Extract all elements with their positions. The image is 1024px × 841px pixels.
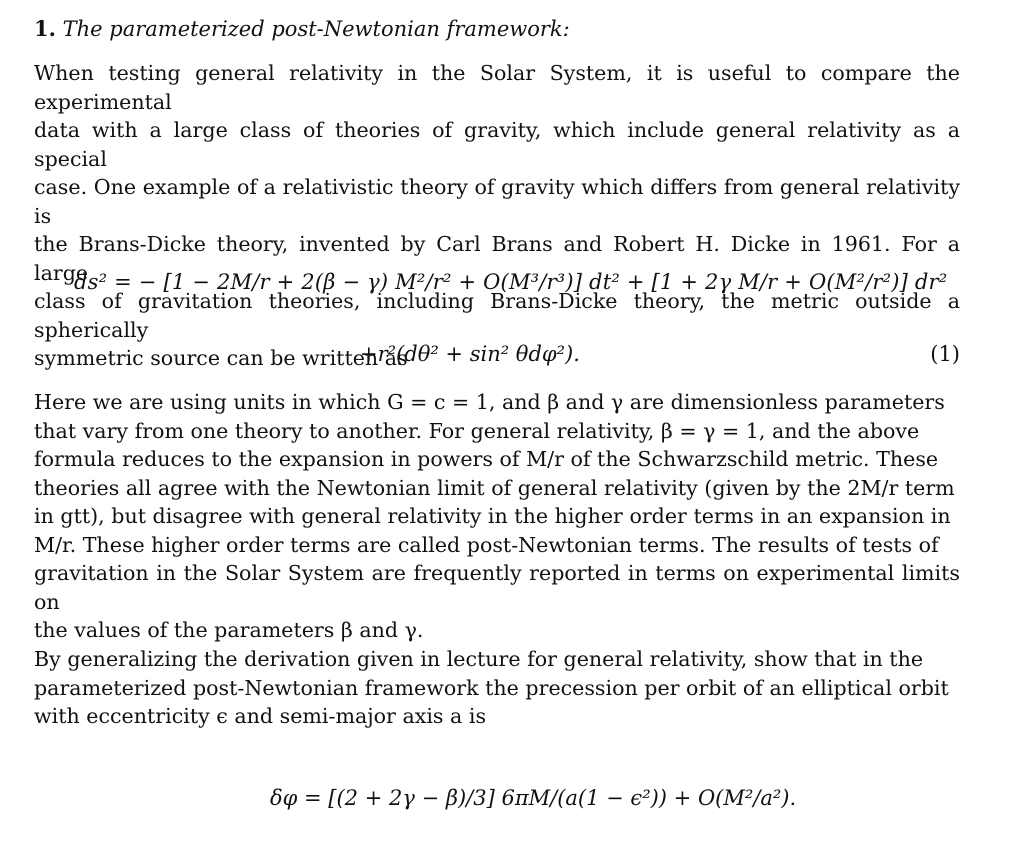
metric-equation-line2 xyxy=(360,342,580,366)
equation-number: (1) xyxy=(930,342,960,366)
text-line: parameterized post-Newtonian framework the precession per orbit of an elliptical orbit xyxy=(34,675,949,700)
task-paragraph xyxy=(34,645,960,731)
metric-equation-line1 xyxy=(74,252,947,312)
text-line: Here we are using units in which G = c = 1, and β and γ are dimensionless parameters xyxy=(34,390,945,414)
text-line: When testing general relativity in the Solar System, it is useful to compare the experimental xyxy=(34,61,960,114)
text-line: symmetric source can be written as xyxy=(34,346,408,370)
equation1-line2: +r²(dθ² + sin² θdφ²). xyxy=(360,342,580,366)
equation1-line1: ds² = − [1 − 2M/r + 2(β − γ) M²/r² + O(M³/r³)] dt² + [1 + 2γ M/r + O(M²/r²)] dr² xyxy=(74,270,948,294)
precession-equation xyxy=(270,768,796,828)
text-line: gravitation in the Solar System are frequently reported in terms on experimental limits on xyxy=(34,561,960,614)
text-line: the Brans-Dicke theory, invented by Carl Brans and Robert H. Dicke in 1961. For a large xyxy=(34,232,960,285)
text-line: the values of the parameters β and γ. xyxy=(34,618,424,642)
problem-number: 1. xyxy=(34,16,56,41)
problem-title: The parameterized post-Newtonian framework: xyxy=(62,17,570,41)
intro-paragraph xyxy=(34,59,960,373)
text-line: that vary from one theory to another. For general relativity, β = γ = 1, and the above xyxy=(34,418,920,443)
text-line: theories all agree with the Newtonian limit of general relativity (given by the 2M/r term xyxy=(34,475,955,500)
text-line: formula reduces to the expansion in powers of M/r of the Schwarzschild metric. These xyxy=(34,447,939,471)
problem-heading xyxy=(34,16,570,41)
explanation-paragraph xyxy=(34,388,960,645)
text-line: By generalizing the derivation given in lecture for general relativity, show that in the xyxy=(34,647,924,671)
text-line: case. One example of a relativistic theory of gravity which differs from general relativity is xyxy=(34,175,960,228)
text-line: with eccentricity ϵ and semi-major axis a is xyxy=(34,704,487,728)
text-line: class of gravitation theories, including Brans-Dicke theory, the metric outside a spherically xyxy=(34,289,960,342)
text-line: M/r. These higher order terms are called post-Newtonian terms. The results of tests of xyxy=(34,532,939,557)
equation2: δφ = [(2 + 2γ − β)/3] 6πM/(a(1 − ϵ²)) + O(M²/a²). xyxy=(270,786,797,810)
text-line: in gtt), but disagree with general relativity in the higher order terms in an expansion in xyxy=(34,504,951,528)
text-line: data with a large class of theories of gravity, which include general relativity as a special xyxy=(34,118,960,171)
